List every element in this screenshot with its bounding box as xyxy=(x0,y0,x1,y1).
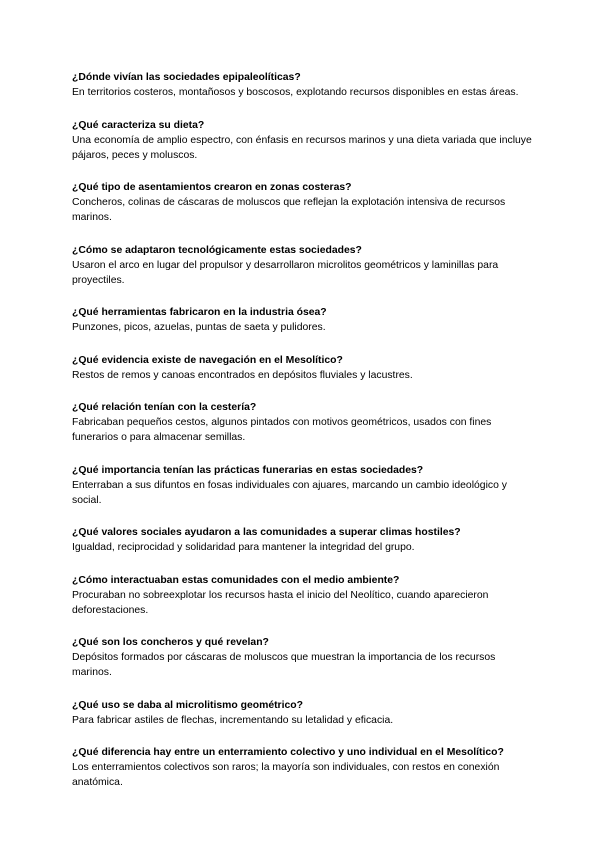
question-heading: ¿Qué relación tenían con la cestería? xyxy=(72,402,257,413)
qa-item xyxy=(72,463,532,508)
qa-item xyxy=(72,400,532,445)
question-heading: ¿Qué herramientas fabricaron en la industria ósea? xyxy=(72,307,327,318)
qa-item xyxy=(72,525,532,555)
qa-item xyxy=(72,745,532,790)
question-heading: ¿Qué evidencia existe de navegación en el Mesolítico? xyxy=(72,354,343,366)
qa-item xyxy=(72,305,532,335)
answer-text: Procuraban no sobreexplotar los recursos hasta el inicio del Neolítico, cuando aparecieron deforestaciones. xyxy=(72,589,489,616)
answer-text: Concheros, colinas de cáscaras de moluscos que reflejan la explotación intensiva de recursos marinos. xyxy=(72,197,506,223)
document-page xyxy=(72,70,532,808)
question-heading: ¿Qué tipo de asentamientos crearon en zonas costeras? xyxy=(72,182,352,193)
answer-text: Una economía de amplio espectro, con énfasis en recursos marinos y una dieta variada que incluye pájaros, peces y moluscos. xyxy=(72,134,532,161)
answer-text: Depósitos formados por cáscaras de moluscos que muestran la importancia de los recursos marinos. xyxy=(72,652,496,678)
question-heading: ¿Qué valores sociales ayudaron a las comunidades a superar climas hostiles? xyxy=(72,527,461,538)
qa-item xyxy=(72,70,532,100)
qa-item xyxy=(72,698,532,728)
answer-text: Usaron el arco en lugar del propulsor y desarrollaron microlitos geométricos y laminillas para proyectiles. xyxy=(72,259,499,286)
answer-text: Igualdad, reciprocidad y solidaridad para mantener la integridad del grupo. xyxy=(72,542,415,553)
qa-item xyxy=(72,573,532,618)
question-heading: ¿Qué caracteriza su dieta? xyxy=(72,119,205,131)
answer-text: Restos de remos y canoas encontrados en depósitos fluviales y lacustres. xyxy=(72,369,413,381)
answer-text: Los enterramientos colectivos son raros; la mayoría son individuales, con restos en conexión anatómica. xyxy=(72,762,500,788)
answer-text: Para fabricar astiles de flechas, incrementando su letalidad y eficacia. xyxy=(72,714,394,726)
answer-text: Punzones, picos, azuelas, puntas de saeta y pulidores. xyxy=(72,322,326,333)
answer-text: En territorios costeros, montañosos y boscosos, explotando recursos disponibles en estas áreas. xyxy=(72,87,519,98)
answer-text: Enterraban a sus difuntos en fosas individuales con ajuares, marcando un cambio ideológico y social. xyxy=(72,479,507,506)
question-heading: ¿Cómo se adaptaron tecnológicamente estas sociedades? xyxy=(72,244,362,256)
qa-item xyxy=(72,635,532,680)
question-heading: ¿Qué diferencia hay entre un enterramiento colectivo y uno individual en el Mesolítico? xyxy=(72,747,504,758)
question-heading: ¿Qué importancia tenían las prácticas funerarias en estas sociedades? xyxy=(72,464,424,476)
qa-item xyxy=(72,243,532,288)
qa-item xyxy=(72,118,532,163)
question-heading: ¿Dónde vivían las sociedades epipaleolíticas? xyxy=(72,72,301,83)
question-heading: ¿Cómo interactuaban estas comunidades con el medio ambiente? xyxy=(72,574,400,586)
qa-item xyxy=(72,180,532,225)
question-heading: ¿Qué uso se daba al microlitismo geométrico? xyxy=(72,699,303,711)
qa-item xyxy=(72,353,532,383)
answer-text: Fabricaban pequeños cestos, algunos pintados con motivos geométricos, usados con fines funerarios o para almacenar semillas. xyxy=(72,417,492,443)
question-heading: ¿Qué son los concheros y qué revelan? xyxy=(72,637,269,648)
